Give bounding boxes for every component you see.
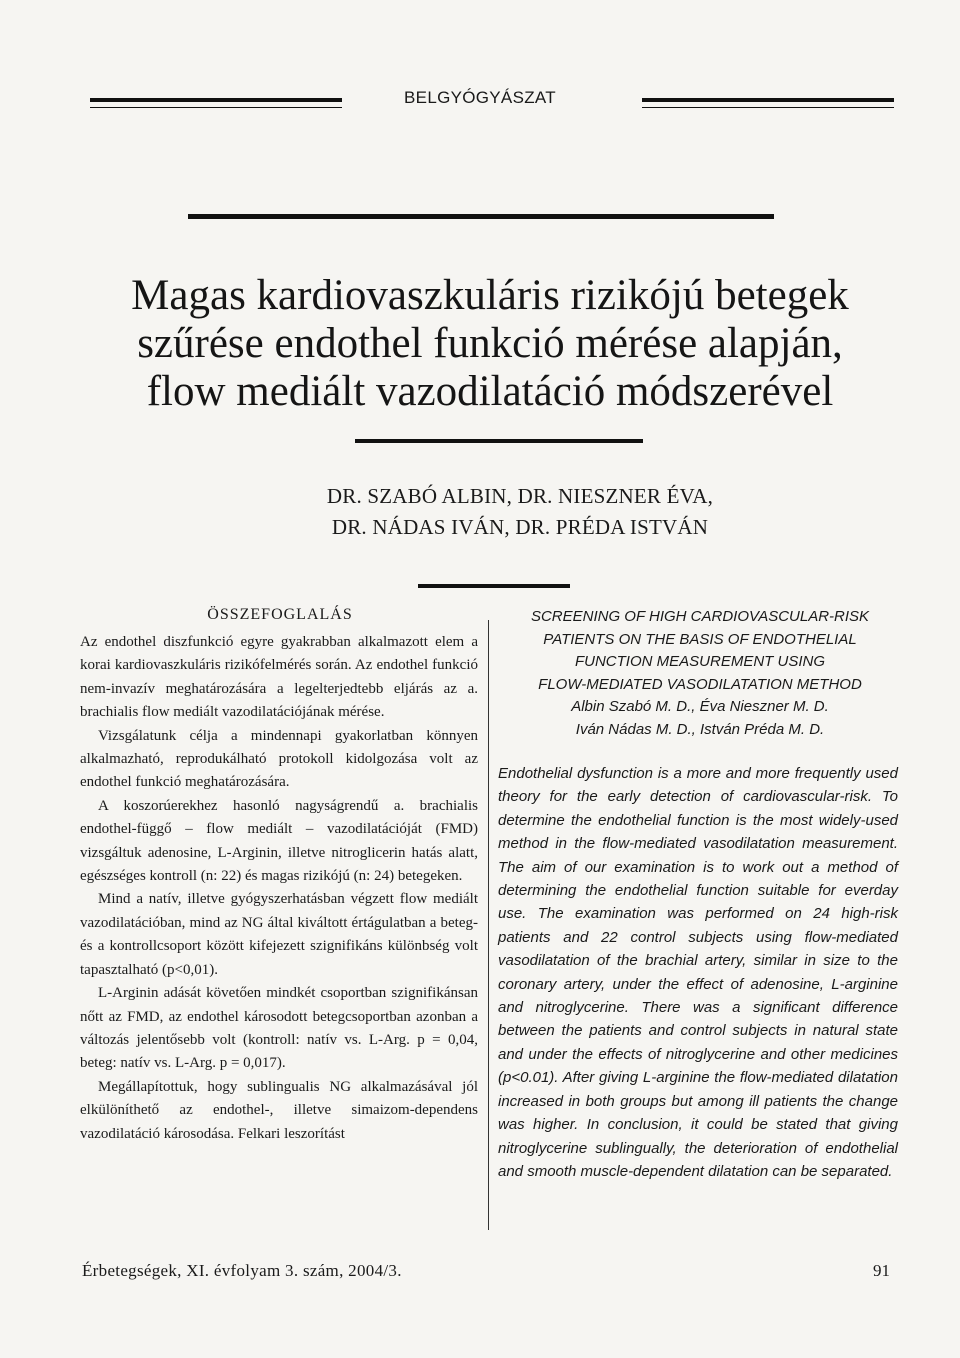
authors-rule (418, 584, 570, 588)
author-line: DR. NÁDAS IVÁN, DR. PRÉDA ISTVÁN (331, 515, 709, 539)
header-rule-left-thin (90, 107, 342, 108)
journal-section-label: BELGYÓGYÁSZAT (404, 88, 556, 107)
column-divider (488, 620, 489, 1230)
abstract-paragraph: Vizsgálatunk célja a mindennapi gyakorlatban könnyen alkalmazható, reprodukálható protokoll kidolgozása volt az endothel funkció meghatározására. (80, 727, 478, 791)
author-list (320, 481, 720, 543)
hungarian-abstract (80, 631, 478, 1146)
footer-citation: Érbetegségek, XI. évfolyam 3. szám, 2004/3. (82, 1261, 402, 1280)
title-line: flow mediált vazodilatáció módszerével (146, 368, 834, 415)
title-line: szűrése endothel funkció mérése alapján, (137, 320, 843, 367)
abstract-paragraph: L-Arginin adását követően mindkét csoportban szignifikánsan nőtt az FMD, az endothel károsodott betegcsoportban azonban a változás jelentősebb volt (kontroll: natív vs. L-Arg. p = 0,04, beteg: natív vs. L-Arg. p = 0,017). (80, 985, 478, 1072)
author-line: DR. SZABÓ ALBIN, DR. NIESZNER ÉVA, (326, 484, 714, 508)
title-line: Magas kardiovaszkuláris rizikójú betegek (131, 272, 849, 319)
english-author-line: Albin Szabó M. D., Éva Nieszner M. D. (571, 698, 829, 715)
english-abstract-text: Endothelial dysfunction is a more and more frequently used theory for the early detection of cardiovascular-risk. To determine the endothelial function is the most widely-used method in the flow-mediated vasodilatation measurement. The aim of our examination is to work out a method of determining the endothelial function suitable for everday use. The examination was performed on 24 high-risk patients and 22 control subjects using flow-mediated vasodilatation of the brachial artery, similar in size to the coronary artery, under the effect of adenosine, L-arginine and nitroglycerine. There was a significant difference between the patients and control subjects in natural state and under the effects of nitroglycerine and other medicines (p<0.01). After giving L-arginine the flow-mediated dilatation increased in both groups but among ill patients the change was higher. In conclusion, it could be stated that giving nitroglycerine sublingually, the deterioration of endothelial and smooth muscle-dependent dilatation can be separated. (498, 765, 898, 1180)
english-author-line: Iván Nádas M. D., István Préda M. D. (575, 720, 825, 738)
abstract-paragraph: Az endothel diszfunkció egyre gyakrabban alkalmazott elem a korai kardiovaszkuláris rizikófelmérés során. Az endothel funkció nem-invazív meghatározására a legelterjedtebb eljárás az a. brachialis flow mediált vazodilatációjának mérése. (80, 634, 478, 721)
header-rule-right (642, 98, 894, 102)
header-rule-left (90, 98, 342, 102)
english-title-line: FLOW-MEDIATED VASODILATATION METHOD (538, 675, 862, 693)
english-title-line: PATIENTS ON THE BASIS OF ENDOTHELIAL (543, 630, 857, 648)
abstract-paragraph: A koszorúerekhez hasonló nagyságrendű a. brachialis endothel-függő – flow mediált – vazodilatációját (FMD) vizsgáltuk adenosine, L-Arginin, illetve nitroglicerin hatás alatt, egészséges kontroll (n: 22) és magas rizikójú (n: 24) betegeken. (80, 797, 478, 885)
article-title (70, 272, 910, 416)
title-bottom-rule (355, 439, 643, 443)
header-rule-right-thin (642, 107, 894, 108)
english-title-line: FUNCTION MEASUREMENT USING (574, 653, 825, 670)
hungarian-abstract-heading: ÖSSZEFOGLALÁS (207, 606, 353, 623)
page-number: 91 (873, 1261, 890, 1280)
abstract-paragraph: Mind a natív, illetve gyógyszerhatásban végzett flow mediált vazodilatációban, mind az NG által kiváltott értágulatban a beteg- és a kontrollcsoport között kifejezett szignifikáns különbség volt tapasztalható (p<0,01). (80, 891, 478, 978)
abstract-paragraph: Megállapítottuk, hogy sublingualis NG alkalmazásával jól elkülöníthető az endothel-, illetve simaizom-dependens vazodilatáció károsodása. Felkari leszorítást (80, 1078, 478, 1142)
title-top-rule (188, 214, 774, 219)
english-abstract-heading (500, 606, 900, 741)
english-title-line: SCREENING OF HIGH CARDIOVASCULAR-RISK (530, 608, 870, 625)
